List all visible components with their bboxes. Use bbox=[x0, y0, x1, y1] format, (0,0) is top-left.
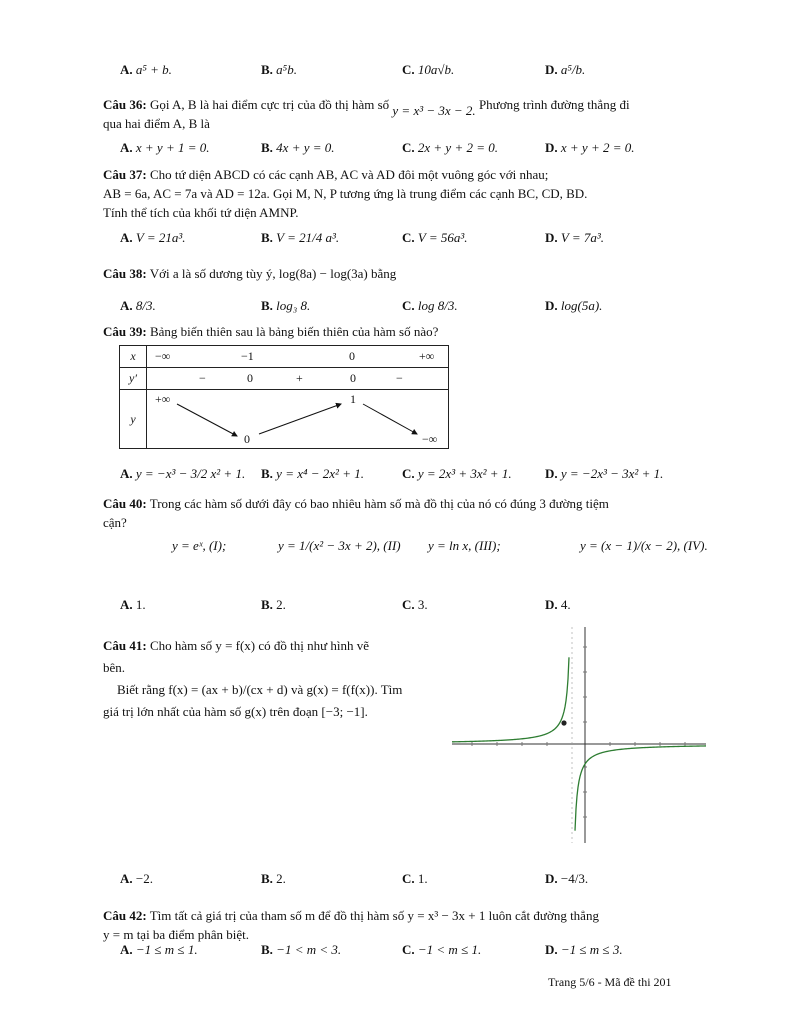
q40-function-2: y = 1/(x² − 3x + 2), (II) bbox=[278, 538, 401, 553]
q35-option-d: D. a⁵/b. bbox=[545, 62, 586, 77]
q37-option-c: C. V = 56a³. bbox=[402, 230, 468, 245]
q39-option-b: B. y = x⁴ − 2x² + 1. bbox=[261, 466, 364, 481]
q36-option-c: C. 2x + y + 2 = 0. bbox=[402, 140, 498, 155]
question-39: Câu 39: Bảng biến thiên sau là bảng biến thiên của hàm số nào? bbox=[103, 324, 439, 339]
q40-option-a: A. 1. bbox=[120, 597, 146, 612]
vt-x-label: x bbox=[120, 346, 147, 368]
q41-option-c: C. 1. bbox=[402, 871, 428, 886]
q42-option-c: C. −1 < m ≤ 1. bbox=[402, 942, 482, 957]
q40-function-1: y = eˣ, (I); bbox=[172, 538, 227, 553]
q42-option-a: A. −1 ≤ m ≤ 1. bbox=[120, 942, 198, 957]
vt-x-2: 0 bbox=[349, 349, 355, 363]
q38-options bbox=[120, 298, 700, 318]
vt-sign-row bbox=[147, 368, 449, 390]
vt-sign-1: 0 bbox=[247, 371, 253, 385]
graph-point bbox=[561, 720, 566, 725]
vt-sign-0: − bbox=[199, 371, 206, 385]
vt-dy-label: y′ bbox=[120, 368, 147, 390]
q40-option-d: D. 4. bbox=[545, 597, 571, 612]
q40-option-c: C. 3. bbox=[402, 597, 428, 612]
q40-option-b: B. 2. bbox=[261, 597, 286, 612]
q36-option-d: D. x + y + 2 = 0. bbox=[545, 140, 635, 155]
q40-function-4: y = (x − 1)/(x − 2), (IV). bbox=[580, 538, 708, 553]
q36-option-a: A. x + y + 1 = 0. bbox=[120, 140, 210, 155]
graph-left-branch bbox=[452, 657, 569, 742]
vt-arrow-up bbox=[259, 404, 341, 434]
q38-option-a: A. 8/3. bbox=[120, 298, 156, 313]
q41-option-a: A. −2. bbox=[120, 871, 153, 886]
vt-y-0: +∞ bbox=[155, 392, 171, 406]
graph-right-branch bbox=[575, 746, 706, 831]
q38-option-c: C. log 8/3. bbox=[402, 298, 458, 313]
q36-options bbox=[120, 140, 700, 160]
q41-option-b: B. 2. bbox=[261, 871, 286, 886]
vt-sign-4: − bbox=[396, 371, 403, 385]
question-42: Câu 42: Tìm tất cả giá trị của tham số m để đồ thị hàm số y = x³ − 3x + 1 luôn cắt đường thẳng y = m tại ba điểm phân biệt. bbox=[103, 908, 599, 942]
vt-x-row bbox=[147, 346, 449, 368]
q35-option-b: B. a⁵b. bbox=[261, 62, 297, 77]
vt-sign-3: 0 bbox=[350, 371, 356, 385]
q37-option-a: A. V = 21a³. bbox=[120, 230, 186, 245]
vt-y-1: 0 bbox=[244, 432, 250, 446]
q35-option-a: A. a⁵ + b. bbox=[120, 62, 172, 77]
vt-sign-2: + bbox=[296, 371, 303, 385]
vt-x-0: −∞ bbox=[155, 349, 171, 363]
q36-option-b: B. 4x + y = 0. bbox=[261, 140, 335, 155]
q42-options bbox=[120, 942, 700, 962]
q39-option-c: C. y = 2x³ + 3x² + 1. bbox=[402, 466, 512, 481]
vt-y-3: −∞ bbox=[422, 432, 438, 446]
vt-y-2: 1 bbox=[350, 392, 356, 406]
vt-y-row bbox=[147, 390, 449, 449]
vt-arrows bbox=[147, 390, 447, 448]
q40-function-3: y = ln x, (III); bbox=[428, 538, 501, 553]
vt-y-label: y bbox=[120, 390, 147, 449]
q38-option-d: D. log(5a). bbox=[545, 298, 603, 313]
q37-option-d: D. V = 7a³. bbox=[545, 230, 605, 245]
vt-arrow-down-1 bbox=[177, 404, 237, 436]
q42-option-b: B. −1 < m < 3. bbox=[261, 942, 342, 957]
vt-arrow-down-2 bbox=[363, 404, 417, 434]
q37-options bbox=[120, 230, 700, 250]
question-37: Câu 37: Cho tứ diện ABCD có các cạnh AB, AC và AD đôi một vuông góc với nhau; AB = 6a, AC = 7a và AD = 12a. Gọi M, N, P tương ứng là trung điểm các cạnh BC, CD, BD. Tính thể tích của khối tứ diện AMNP. bbox=[103, 167, 588, 220]
variation-table bbox=[119, 345, 449, 449]
question-40: Câu 40: Trong các hàm số dưới đây có bao nhiêu hàm số mà đồ thị của nó có đúng 3 đường tiệm cận? bbox=[103, 496, 609, 530]
vt-x-1: −1 bbox=[241, 349, 254, 363]
q40-options bbox=[120, 597, 700, 617]
q39-option-d: D. y = −2x³ − 3x² + 1. bbox=[545, 466, 664, 481]
graph-ticks bbox=[472, 647, 685, 817]
q38-option-b: B. log₃ 8. bbox=[261, 298, 311, 313]
question-41: Câu 41: Cho hàm số y = f(x) có đồ thị như hình vẽ bên. Biết rằng f(x) = (ax + b)/(cx + d) và g(x) = f(f(x)). Tìm giá trị lớn nhất của hàm số g(x) trên đoạn [−3; −1]. bbox=[103, 638, 403, 719]
q41-options bbox=[120, 871, 700, 891]
q41-option-d: D. −4/3. bbox=[545, 871, 589, 886]
q39-options bbox=[120, 466, 700, 486]
vt-x-3: +∞ bbox=[419, 349, 435, 363]
question-36: Câu 36: Gọi A, B là hai điểm cực trị của đồ thị hàm số y = x³ − 3x − 2. Phương trình đường thẳng đi qua hai điểm A, B là bbox=[103, 97, 630, 131]
q39-option-a: A. y = −x³ − 3/2 x² + 1. bbox=[120, 466, 246, 481]
q41-function-graph bbox=[452, 627, 706, 843]
question-38: Câu 38: Với a là số dương tùy ý, log(8a) − log(3a) bằng bbox=[103, 266, 397, 281]
page-footer: Trang 5/6 - Mã đề thi 201 bbox=[548, 975, 672, 989]
q37-option-b: B. V = 21/4 a³. bbox=[261, 230, 340, 245]
q35-option-c: C. 10a√b. bbox=[402, 62, 455, 77]
q35-options bbox=[120, 62, 700, 82]
q42-option-d: D. −1 ≤ m ≤ 3. bbox=[545, 942, 623, 957]
